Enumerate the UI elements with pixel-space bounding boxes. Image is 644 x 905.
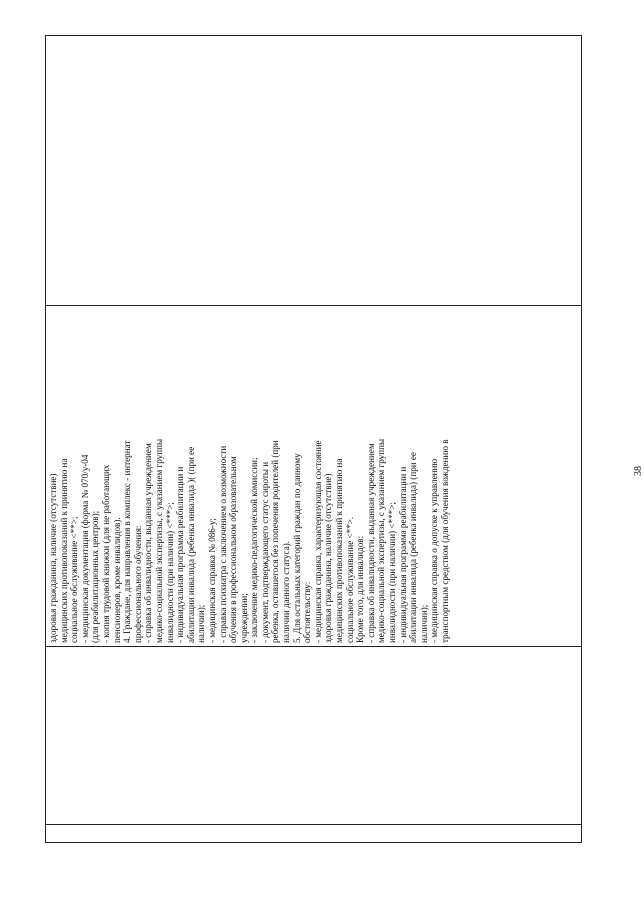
required-documents-text [46, 306, 451, 646]
text-line: - справка психиатра с заключением о возможности [217, 445, 228, 643]
text-line: (для реабилитационных центров); [90, 510, 101, 643]
text-line: абилитации инвалида (ребенка инвалида )( (при ее [185, 446, 196, 643]
text-line: медико-социальной экспертизы, с указанием группы [376, 438, 387, 643]
text-line: медико-социальной экспертизы, с указанием группы [153, 438, 164, 643]
text-line: 5. Для остальных категорий граждан по данному [291, 453, 302, 643]
text-line: медицинских противопоказаний к принятию на [334, 458, 345, 643]
text-line: - индивидуальная программа реабилитации и [397, 466, 408, 643]
text-line: здоровья гражданина, наличие (отсутствие) [48, 473, 58, 643]
text-line: - копия трудовой книжки (для не работающих [100, 464, 111, 643]
page-number: 38 [633, 466, 644, 476]
text-line: - индивидуальная программа реабилитации и [175, 466, 186, 643]
text-line: - медицинская справка № 086-у; [206, 518, 217, 643]
text-line: - справка об инвалидности, выданная учреждением [143, 443, 154, 643]
text-line: 4. Граждане, для направления в комплекс - интернат [122, 440, 133, 643]
text-line: социальное обслуживание <**>. [344, 516, 355, 643]
text-line: здоровья гражданина, наличие (отсутствие) [323, 473, 334, 643]
text-line: - справка об инвалидности, выданная учреждением [365, 443, 376, 643]
text-line: обучения в профессиональном образовательном [228, 456, 239, 643]
document-page [45, 36, 644, 843]
text-line: - заключение медико-педагогической комиссии; [249, 457, 260, 643]
text-line: Кроме того, для инвалидов: [355, 535, 366, 643]
table-cell-notes [46, 36, 582, 306]
text-line: наличии); [418, 604, 429, 643]
text-line: социальное обслуживание <**>; [69, 516, 80, 643]
text-line: транспортным средством (для обучения вождению в [439, 439, 450, 643]
table-cell-number [46, 825, 582, 843]
text-line: пенсионеров, кроме инвалидов). [111, 517, 122, 643]
text-line: медицинских противопоказаний к принятию на [58, 458, 69, 643]
text-line: - медицинская справка о допуске к управлению [429, 458, 440, 643]
text-line: наличии); [196, 604, 207, 643]
text-line: инвалидности (при наличии) <***>; [387, 502, 397, 643]
text-line: инвалидности (при наличии) <***>; [164, 502, 175, 643]
text-line: наличии данного статуса). [281, 540, 292, 643]
text-line: - медицинская справка, характеризующая состояние [312, 440, 323, 643]
table-row [46, 36, 582, 843]
text-line: обстоятельству: [302, 581, 313, 643]
text-line: профессионального обучения: [132, 525, 143, 643]
documents-table [45, 35, 582, 843]
table-cell-required-documents [46, 306, 582, 647]
table-cell-category [46, 647, 582, 825]
rotated-page-content [45, 36, 582, 843]
text-line: абилитации инвалида (ребенка инвалида) (при ее [408, 452, 419, 643]
text-line: - документ, подтверждающего статус сироты и [259, 461, 270, 643]
text-line: учреждении; [238, 593, 249, 643]
text-line: ребенка, оставшегося без попечения родителей (при [270, 440, 281, 643]
text-line: - медицинская документация (форма № 070/у-04 [79, 454, 90, 643]
